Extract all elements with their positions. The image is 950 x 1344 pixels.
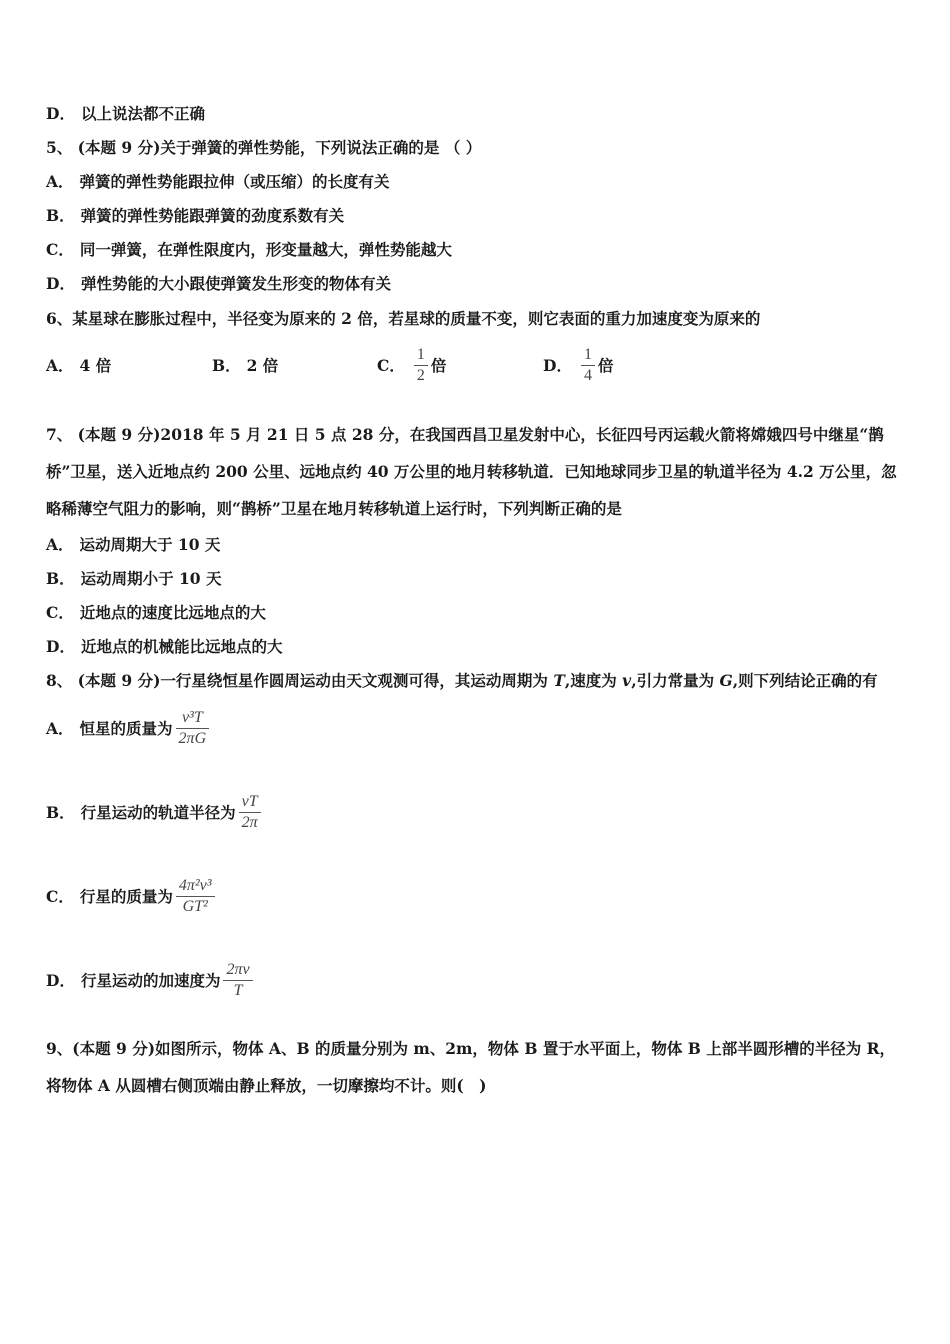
fraction xyxy=(223,960,252,1001)
option-text: 弹性势能的大小跟使弹簧发生形变的物体有关 xyxy=(80,274,391,293)
var-v: v xyxy=(622,671,632,690)
fraction-numerator: v³T xyxy=(176,708,210,729)
fraction-numerator: 4π²v³ xyxy=(176,876,215,897)
option-label: B． xyxy=(212,356,241,375)
option-text: 以上说法都不正确 xyxy=(80,104,205,123)
q8-stem-part: ,速度为 xyxy=(564,671,623,690)
q6-option-a xyxy=(46,340,111,390)
q8-option-a xyxy=(46,704,212,752)
option-label: C． xyxy=(46,240,74,259)
fraction-denominator: GT² xyxy=(182,897,208,915)
option-text: 行星运动的加速度为 xyxy=(80,971,221,990)
option-label: B． xyxy=(46,206,75,225)
option-text: 同一弹簧，在弹性限度内，形变量越大，弹性势能越大 xyxy=(79,240,452,259)
option-text: 行星运动的轨道半径为 xyxy=(80,803,236,822)
var-g: G xyxy=(719,671,733,690)
q8-option-b xyxy=(46,788,264,836)
q8-option-c xyxy=(46,872,218,920)
option-label: D． xyxy=(543,356,572,375)
q7-option-d xyxy=(46,635,282,657)
option-text: 弹簧的弹性势能跟弹簧的劲度系数有关 xyxy=(80,206,345,225)
q7-option-a xyxy=(46,533,220,555)
option-suffix: 倍 xyxy=(430,356,447,375)
fraction-denominator: 2πG xyxy=(178,729,207,747)
fraction-denominator: 2 xyxy=(416,366,425,384)
q9-stem: 9、(本题 9 分)如图所示，物体 A、B 的质量分别为 m、2m，物体 B 置于水平面上，物体 B 上部半圆形槽的半径为 R，将物体 A 从圆槽右侧顶端由静止释放，一切摩擦均不计。则( ) xyxy=(46,1039,895,1095)
option-text: 4 倍 xyxy=(79,356,112,375)
q5-option-c xyxy=(46,238,452,260)
option-label: C． xyxy=(377,356,405,375)
option-text: 行星的质量为 xyxy=(79,887,173,906)
q8-stem-part: 8、 (本题 9 分)一行星绕恒星作圆周运动由天文观测可得，其运动周期为 xyxy=(46,671,554,690)
q4-option-d xyxy=(46,102,205,124)
option-label: D． xyxy=(46,104,75,123)
q8-stem-part: ,引力常量为 xyxy=(631,671,720,690)
option-label: A． xyxy=(46,172,74,191)
option-suffix: 倍 xyxy=(597,356,614,375)
q6-option-b xyxy=(212,340,278,390)
q6-options xyxy=(46,340,926,390)
option-label: A． xyxy=(46,719,74,738)
fraction-denominator: 4 xyxy=(583,366,592,384)
q7-option-c xyxy=(46,601,266,623)
option-text: 运动周期大于 10 天 xyxy=(79,535,221,554)
fraction xyxy=(414,345,428,386)
option-label: C． xyxy=(46,887,74,906)
fraction-numerator: 2πv xyxy=(223,960,252,981)
option-label: B． xyxy=(46,803,75,822)
option-label: B． xyxy=(46,569,75,588)
option-text: 恒星的质量为 xyxy=(79,719,173,738)
option-label: A． xyxy=(46,356,74,375)
q5-option-b xyxy=(46,204,344,226)
fraction xyxy=(176,708,210,749)
q6-option-c xyxy=(377,340,446,390)
option-label: A． xyxy=(46,535,74,554)
q7-stem: 7、 (本题 9 分)2018 年 5 月 21 日 5 点 28 分，在我国西昌卫星发射中心，长征四号丙运载火箭将嫦娥四号中继星“鹊桥”卫星，送入近地点约 200 公里、远地点约 40 万公里的地月转移轨道．已知地球同步卫星的轨道半径为 4.2 万公里，忽略稀薄空气阻力的影响，则“鹊桥”卫星在地月转移轨道上运行时，下列判断正确的是 xyxy=(46,425,897,518)
fraction-numerator: 1 xyxy=(414,345,428,366)
option-text: 近地点的机械能比远地点的大 xyxy=(80,637,283,656)
fraction-denominator: 2π xyxy=(241,813,258,831)
var-t: T xyxy=(553,671,565,690)
option-text: 弹簧的弹性势能跟拉伸（或压缩）的长度有关 xyxy=(79,172,390,191)
q8-stem xyxy=(46,669,878,691)
fraction xyxy=(581,345,595,386)
fraction-numerator: vT xyxy=(239,792,261,813)
option-text: 近地点的速度比远地点的大 xyxy=(79,603,266,622)
q7-option-b xyxy=(46,567,221,589)
q6-option-d xyxy=(543,340,613,390)
fraction xyxy=(239,792,261,833)
q6-stem: 6、某星球在膨胀过程中，半径变为原来的 2 倍，若星球的质量不变，则它表面的重力加速度变为原来的 xyxy=(46,309,761,328)
option-text: 2 倍 xyxy=(246,356,279,375)
option-label: D． xyxy=(46,637,75,656)
q5-option-d xyxy=(46,272,391,294)
option-label: D． xyxy=(46,274,75,293)
fraction xyxy=(176,876,215,917)
option-text: 运动周期小于 10 天 xyxy=(80,569,222,588)
q8-stem-part: ,则下列结论正确的有 xyxy=(732,671,878,690)
q8-option-d xyxy=(46,956,256,1004)
fraction-numerator: 1 xyxy=(581,345,595,366)
option-label: D． xyxy=(46,971,75,990)
fraction-denominator: T xyxy=(233,981,243,999)
q5-option-a xyxy=(46,170,390,192)
q5-stem: 5、 (本题 9 分)关于弹簧的弹性势能，下列说法正确的是 （ ） xyxy=(46,138,482,157)
option-label: C． xyxy=(46,603,74,622)
